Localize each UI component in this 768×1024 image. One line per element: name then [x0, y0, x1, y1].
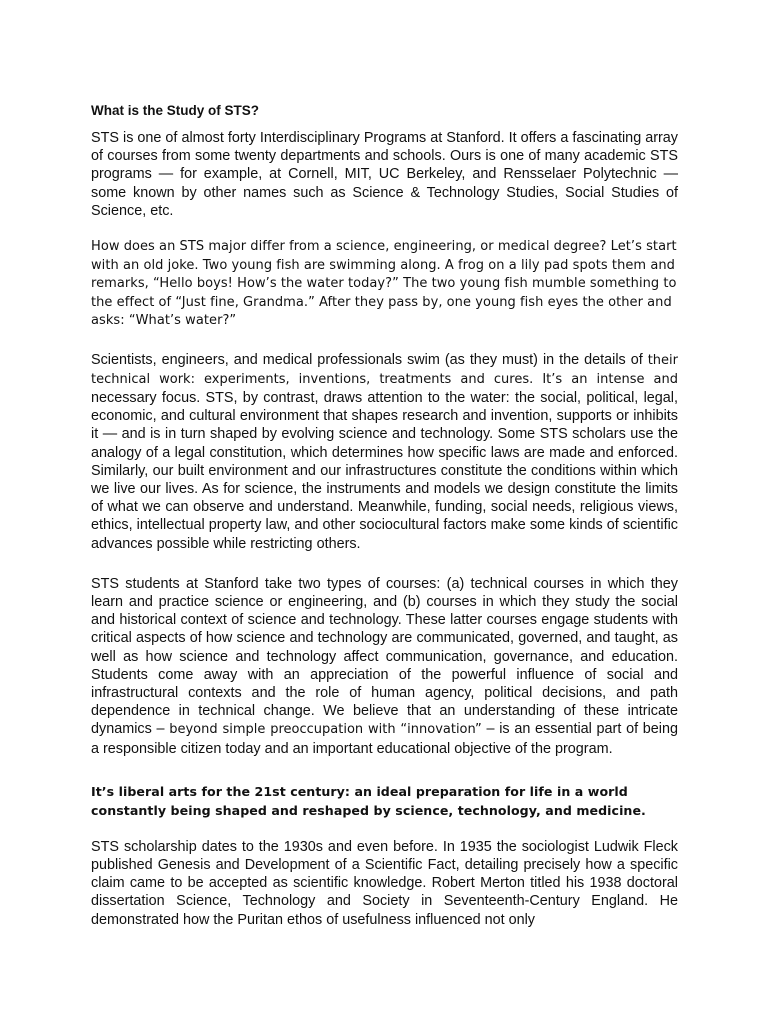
paragraph-courses: [91, 575, 678, 758]
document-page: [91, 102, 678, 947]
paragraph-water-part-2: their technical work: experiments, inventions, treatments and cures. It’s an intense and: [91, 352, 678, 387]
document-heading: What is the Study of STS?: [91, 103, 259, 118]
paragraph-water: [91, 351, 678, 553]
paragraph-intro: STS is one of almost forty Interdisciplinary Programs at Stanford. It offers a fascinating array of courses from some twenty departments and schools. Ours is one of many academic STS programs — for example, at Cornell, MIT, UC Berkeley, and Rensselaer Polytechnic — some known by other names such as Science & Technology Studies, Social Studies of Science, etc.: [91, 130, 678, 219]
paragraph-water-part-3: necessary focus. STS, by contrast, draws attention to the water: the social, political, legal, economic, and cultural environment that shapes research and invention, supports or inhibits it — and is in turn shaped by evolving science and technology. Some STS scholars use the analogy of a legal constitution, which determines how specific laws are made and enforced. Similarly, our built environment and our infrastructures constitute the conditions within which we live our lives. As for science, the instruments and models we design constitute the limits of what we can observe and understand. Meanwhile, funding, social needs, religious views, ethics, intellectual property law, and other sociocultural factors make some kinds of scientific advances possible while restricting others.: [91, 389, 678, 552]
paragraph-fish-joke: How does an STS major differ from a science, engineering, or medical degree? Let’s start with an old joke. Two young fish are swimming along. A frog on a lily pad spots them and remarks, “Hello boys! How’s the water today?” The two young fish mumble something to the effect of “Just fine, Grandma.” After they pass by, one young fish eyes the other and asks: “What’s water?”: [91, 239, 677, 329]
paragraph-water-part-1: Scientists, engineers, and medical professionals swim (as they must) in the details of: [91, 351, 648, 368]
paragraph-courses-part-1: STS students at Stanford take two types of courses: (a) technical courses in which they learn and practice science or engineering, and (b) courses in which they study the social and historical context of science and technology. These latter courses engage students with critical aspects of how science and technology are communicated, governed, and taught, as well as how science and technology affect communication, governance, and education. Students come away with an appreciation of the powerful influence of social and infrastructural contexts and the role of human agency, political decisions, and path dependence in technical change. We believe that an understanding of these intricate dynamics –: [91, 575, 678, 738]
callout-liberal-arts: It’s liberal arts for the 21st century: an ideal preparation for life in a world constantly being shaped and reshaped by science, technology, and medicine.: [91, 783, 646, 818]
paragraph-courses-part-3: – is an essential part of being a responsible citizen today and an important educational objective of the program.: [91, 721, 678, 757]
paragraph-history: STS scholarship dates to the 1930s and even before. In 1935 the sociologist Ludwik Fleck published Genesis and Development of a Scientific Fact, detailing precisely how a specific claim came to be accepted as scientific knowledge. Robert Merton titled his 1938 doctoral dissertation Science, Technology and Society in Seventeenth-Century England. He demonstrated how the Puritan ethos of usefulness influenced not only: [91, 838, 678, 928]
paragraph-courses-part-2: beyond simple preoccupation with “innovation”: [169, 722, 482, 738]
